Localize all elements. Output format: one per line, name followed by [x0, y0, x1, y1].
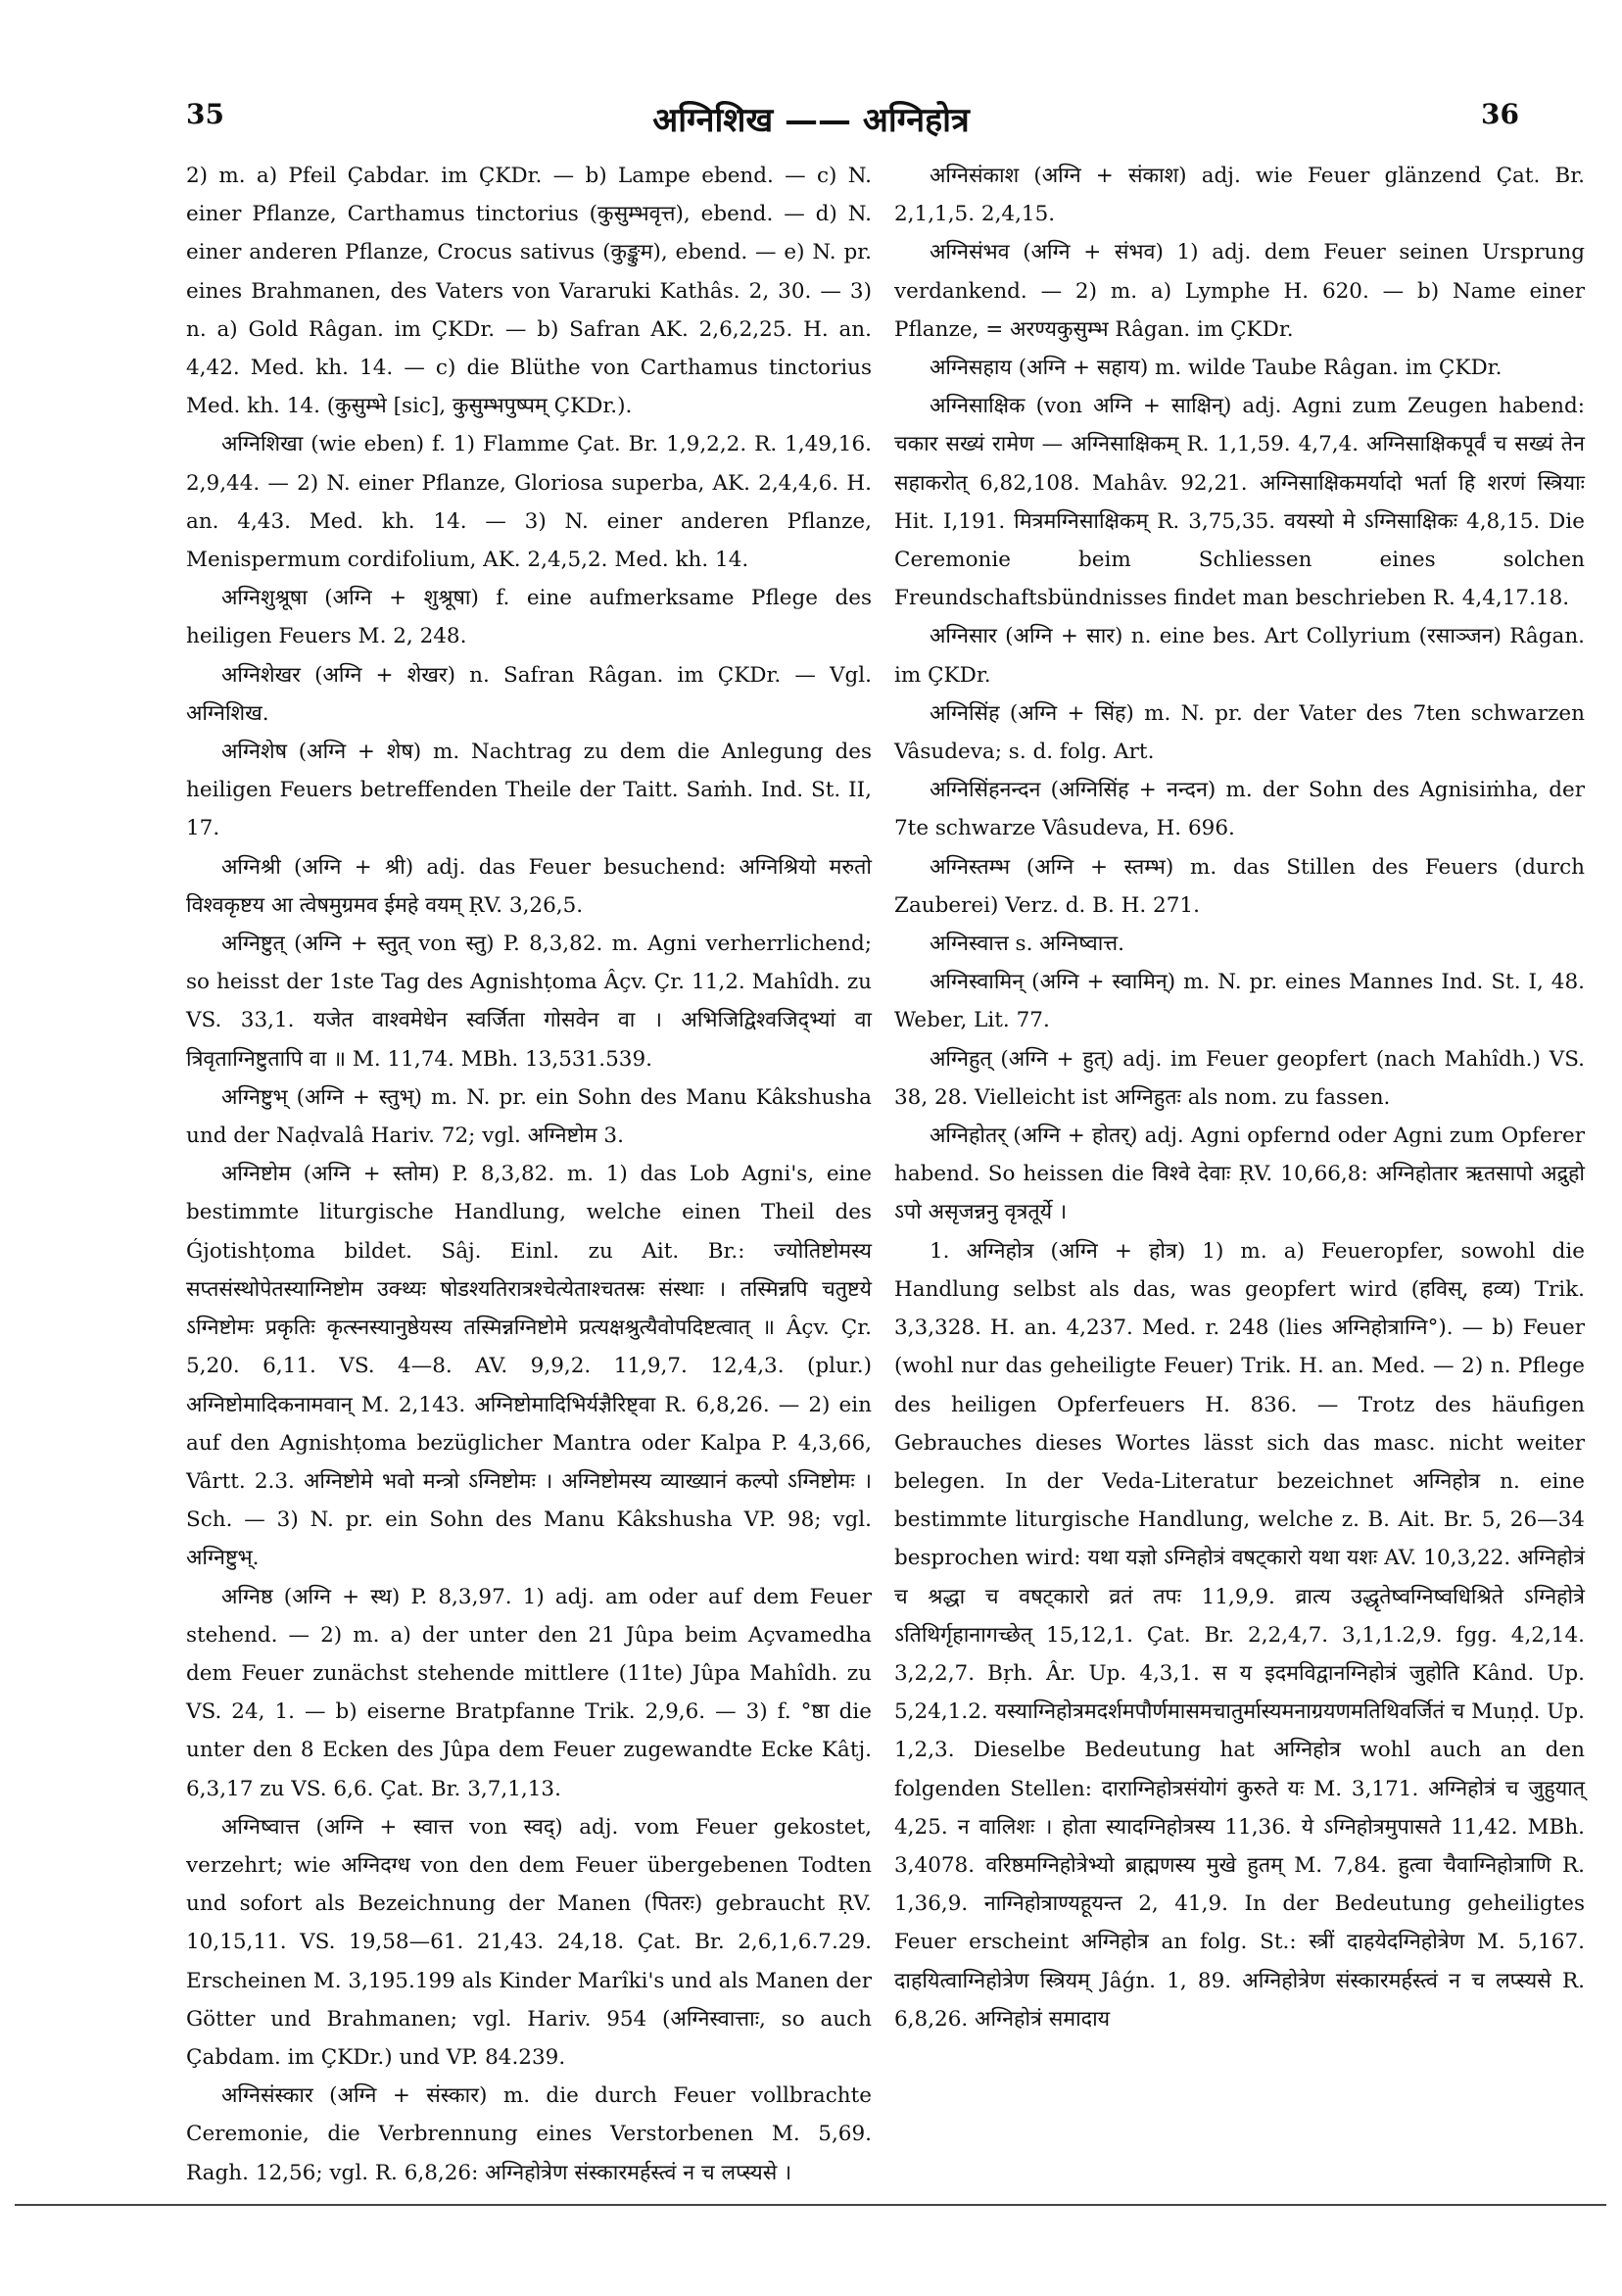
entry-agnisvatta: अग्निस्वात्त s. अग्निष्वात्त. [930, 932, 1124, 957]
entry-agnishikha: अग्निशिखा (wie eben) f. 1) Flamme Çat. Br. 1,9,2,2. R. 1,49,16. 2,9,44. — 2) N. einer Pflanze, Gloriosa superba, AK. 2,4,4,6. H. an. 4,43. Med. kh. 14. — 3) N. einer anderen Pflanze, Menispermum cordifolium, AK. 2,4,5,2. Med. kh. 14. [186, 432, 872, 573]
entry-agnisimha: अग्निसिंह (अग्नि + सिंह) m. N. pr. der Vater des 7ten schwarzen Vâsudeva; s. d. folg. Art. [894, 700, 1585, 765]
entry-agnishesha: अग्निशेष (अग्नि + शेष) m. Nachtrag zu dem die Anlegung des heiligen Feuers betreffenden Theile der Taitt. Saṁh. Ind. St. II, 17. [186, 740, 872, 841]
entry-agnishvatta: अग्निष्वात्त (अग्नि + स्वात्त von स्वद्) adj. vom Feuer gekostet, verzehrt; wie अग्निदग्ध von den dem Feuer übergebenen Todten und sofort als Bezeichnung der Manen (पितरः) gebraucht ṚV. 10,15,11. VS. 19,58—61. 21,43. 24,18. Çat. Br. 2,6,1,6.7.29. Erscheinen M. 3,195.199 als Kinder Marîki's und als Manen der Götter und Brahmanen; vgl. Hariv. 954 (अग्निस्वात्ताः, so auch Çabdam. im ÇKDr.) und VP. 84.239. [186, 1814, 872, 2070]
right-column [894, 157, 1585, 2038]
entry-continuation: 2) m. a) Pfeil Çabdar. im ÇKDr. — b) Lampe ebend. — c) N. einer Pflanze, Carthamus tinctorius (कुसुम्भवृत्त), ebend. — d) N. einer anderen Pflanze, Crocus sativus (कुङ्कुम), ebend. — e) N. pr. eines Brahmanen, des Vaters von Vararuki Kathâs. 2, 30. — 3) n. a) Gold Râgan. im ÇKDr. — b) Safran AK. 2,6,2,25. H. an. 4,42. Med. kh. 14. — c) die Blüthe von Carthamus tinctorius Med. kh. 14. (कुसुम्भे [sic], कुसुम्भपुष्पम् ÇKDr.). [186, 164, 872, 419]
entry-agnihotra: 1. अग्निहोत्र (अग्नि + होत्र) 1) m. a) Feueropfer, sowohl die Handlung selbst als das, was geopfert wird (हविस्, हव्य) Trik. 3,3,328. H. an. 4,237. Med. r. 248 (lies अग्निहोत्राग्नि°). — b) Feuer (wohl nur das geheiligte Feuer) Trik. H. an. Med. — 2) n. Pflege des heiligen Opferfeuers H. 836. — Trotz des häufigen Gebrauches dieses Wortes lässt sich das masc. nicht weiter belegen. In der Veda-Literatur bezeichnet अग्निहोत्र n. eine bestimmte liturgische Handlung, welche z. B. Ait. Br. 5, 26—34 besprochen wird: यथा यज्ञो ऽग्निहोत्रं वषट्कारो यथा यशः AV. 10,3,22. अग्निहोत्रं च श्रद्धा च वषट्कारो व्रतं तपः 11,9,9. व्रात्य उद्धृतेष्वग्निष्वधिश्रिते ऽग्निहोत्रे ऽतिथिर्गृहानागच्छेत् 15,12,1. Çat. Br. 2,2,4,7. 3,1,1.2,9. fgg. 4,2,14. 3,2,2,7. Bṛh. Âr. Up. 4,3,1. स य इदमविद्वानग्निहोत्रं जुहोति Kând. Up. 5,24,1.2. यस्याग्निहोत्रमदर्शमपौर्णमासमचातुर्मास्यमनाग्रयणमतिथिवर्जितं च Muṇḍ. Up. 1,2,3. Dieselbe Bedeutung hat अग्निहोत्र wohl auch an den folgenden Stellen: दाराग्निहोत्रसंयोगं कुरुते यः M. 3,171. अग्निहोत्रं च जुहुयात् 4,25. न वालिशः । होता स्यादग्निहोत्रस्य 11,36. ये ऽग्निहोत्रमुपासते 11,42. MBh. 3,4078. वरिष्ठमग्निहोत्रेभ्यो ब्राह्मणस्य मुखे हुतम् M. 7,84. हुत्वा चैवाग्निहोत्राणि R. 1,36,9. नाग्निहोत्राण्यहूयन्त 2, 41,9. In der Bedeutung geheiligtes Feuer erscheint अग्निहोत्र an folg. St.: स्त्रीं दाहयेदग्निहोत्रेण M. 5,167. दाहयित्वाग्निहोत्रेण स्त्रियम् Jâǵn. 1, 89. अग्निहोत्रेण संस्कारमर्हस्त्वं न च लप्स्यसे R. 6,8,26. अग्निहोत्रं समादाय [894, 1238, 1585, 2032]
entry-agnihut: अग्निहुत् (अग्नि + हुत्) adj. im Feuer geopfert (nach Mahîdh.) VS. 38, 28. Vielleicht ist अग्निहुतः als nom. zu fassen. [894, 1046, 1585, 1110]
entry-agnishtoma: अग्निष्टोम (अग्नि + स्तोम) P. 8,3,82. m. 1) das Lob Agni's, eine bestimmte liturgische Handlung, welche einen Theil des Ǵjotishṭoma bildet. Sâj. Einl. zu Ait. Br.: ज्योतिष्टोमस्य सप्तसंस्थोपेतस्याग्निष्टोम उक्थ्यः षोडश्यतिरात्रश्चेत्येताश्चतस्रः संस्थाः । तस्मिन्नपि चतुष्टये ऽग्निष्टोमः प्रकृतिः कृत्स्नस्यानुष्ठेयस्य तस्मिन्नग्निष्टोमे प्रत्यक्षश्रुत्यैवोपदिष्टत्वात् ॥ Âçv. Çr. 5,20. 6,11. VS. 4—8. AV. 9,9,2. 11,9,7. 12,4,3. (plur.) अग्निष्टोमादिकनामवान् M. 2,143. अग्निष्टोमादिभिर्यज्ञैरिष्ट्वा R. 6,8,26. — 2) ein auf den Agnishṭoma bezüglicher Mantra oder Kalpa P. 4,3,66, Vârtt. 2.3. अग्निष्टोमे भवो मन्त्रो ऽग्निष्टोमः । अग्निष्टोमस्य व्याख्यानं कल्पो ऽग्निष्टोमः । Sch. — 3) N. pr. ein Sohn des Manu Kâkshusha VP. 98; vgl. अग्निष्टुभ्. [186, 1162, 872, 1571]
entry-agnisimhanandana: अग्निसिंहनन्दन (अग्निसिंह + नन्दन) m. der Sohn des Agnisiṁha, der 7te schwarze Vâsudeva, H. 696. [894, 778, 1585, 841]
entry-agnisvamin: अग्निस्वामिन् (अग्नि + स्वामिन्) m. N. pr. eines Mannes Ind. St. I, 48. Weber, Lit. 77. [894, 970, 1585, 1033]
entry-agnisara: अग्निसार (अग्नि + सार) n. eine bes. Art Collyrium (रसाञ्जन) Râgan. im ÇKDr. [894, 624, 1585, 688]
entry-agnishekhara: अग्निशेखर (अग्नि + शेखर) n. Safran Râgan. im ÇKDr. — Vgl. अग्निशिख. [186, 662, 872, 726]
entry-agnishri: अग्निश्री (अग्नि + श्री) adj. das Feuer besuchend: अग्निश्रियो मरुतो विश्वकृष्टय आ त्वेषमुग्रमव ईमहे वयम् ṚV. 3,26,5. [186, 854, 872, 918]
running-head: अग्निशिख —— अग्निहोत्र [652, 101, 970, 140]
entry-agnisamskara: अग्निसंस्कार (अग्नि + संस्कार) m. die durch Feuer vollbrachte Ceremonie, die Verbrennung eines Verstorbenen M. 5,69. Ragh. 12,56; vgl. R. 6,8,26: अग्निहोत्रेण संस्कारमर्हस्त्वं न च लप्स्यसे । [186, 2083, 872, 2185]
entry-agnistambha: अग्निस्तम्भ (अग्नि + स्तम्भ) m. das Stillen des Feuers (durch Zauberei) Verz. d. B. H. 271. [894, 854, 1585, 918]
entry-agnisambhava: अग्निसंभव (अग्नि + संभव) 1) adj. dem Feuer seinen Ursprung verdankend. — 2) m. a) Lymphe H. 620. — b) Name einer Pflanze, = अरण्यकुसुम्भ Râgan. im ÇKDr. [894, 240, 1585, 342]
left-column [186, 157, 872, 2192]
entry-agnishushrusha: अग्निशुश्रूषा (अग्नि + शुश्रूषा) f. eine aufmerksame Pflege des heiligen Feuers M. 2, 248. [186, 586, 872, 649]
page-number-right: 36 [1481, 98, 1519, 130]
entry-agnisamkasha: अग्निसंकाश (अग्नि + संकाश) adj. wie Feuer glänzend Çat. Br. 2,1,1,5. 2,4,15. [894, 164, 1585, 227]
footer-rule [15, 2204, 1606, 2206]
entry-agnisakshika: अग्निसाक्षिक (von अग्नि + साक्षिन्) adj. Agni zum Zeugen habend: चकार सख्यं रामेण — अग्निसाक्षिकम् R. 1,1,59. 4,7,4. अग्निसाक्षिकपूर्वं च सख्यं तेन सहाकरोत् 6,82,108. Mahâv. 92,21. अग्निसाक्षिकमर्यादो भर्ता हि शरणं स्त्रियाः Hit. I,191. मित्रमग्निसाक्षिकम् R. 3,75,35. वयस्यो मे ऽग्निसाक्षिकः 4,8,15. Die Ceremonie beim Schliessen eines solchen Freundschaftsbündnisses findet man beschrieben R. 4,4,17.18. [894, 394, 1585, 611]
entry-agnishtha: अग्निष्ठ (अग्नि + स्थ) P. 8,3,97. 1) adj. am oder auf dem Feuer stehend. — 2) m. a) der unter den 21 Jûpa beim Açvamedha dem Feuer zunächst stehende mittlere (11te) Jûpa Mahîdh. zu VS. 24, 1. — b) eiserne Bratpfanne Trik. 2,9,6. — 3) f. °ष्ठा die unter den 8 Ecken des Jûpa dem Feuer zugewandte Ecke Kâtj. 6,3,17 zu VS. 6,6. Çat. Br. 3,7,1,13. [186, 1584, 872, 1801]
entry-agnishtut: अग्निष्टुत् (अग्नि + स्तुत् von स्तु) P. 8,3,82. m. Agni verherrlichend; so heisst der 1ste Tag des Agnishṭoma Âçv. Çr. 11,2. Mahîdh. zu VS. 33,1. यजेत वाश्वमेधेन स्वर्जिता गोसवेन वा । अभिजिद्विश्वजिद्भ्यां वा त्रिवृताग्निष्टुतापि वा ॥ M. 11,74. MBh. 13,531.539. [186, 932, 872, 1072]
entry-agnihotar: अग्निहोतर् (अग्नि + होतर्) adj. Agni opfernd oder Agni zum Opferer habend. So heissen die विश्वे देवाः ṚV. 10,66,8: अग्निहोतार ऋतसापो अद्रुहो ऽपो असृजन्ननु वृत्रतूर्ये । [894, 1124, 1585, 1225]
entry-agnisahaya: अग्निसहाय (अग्नि + सहाय) m. wilde Taube Râgan. im ÇKDr. [930, 356, 1503, 381]
entry-agnishtubh: अग्निष्टुभ् (अग्नि + स्तुभ्) m. N. pr. ein Sohn des Manu Kâkshusha und der Naḍvalâ Hariv. 72; vgl. अग्निष्टोम 3. [186, 1084, 872, 1149]
page-number-left: 35 [186, 98, 224, 130]
